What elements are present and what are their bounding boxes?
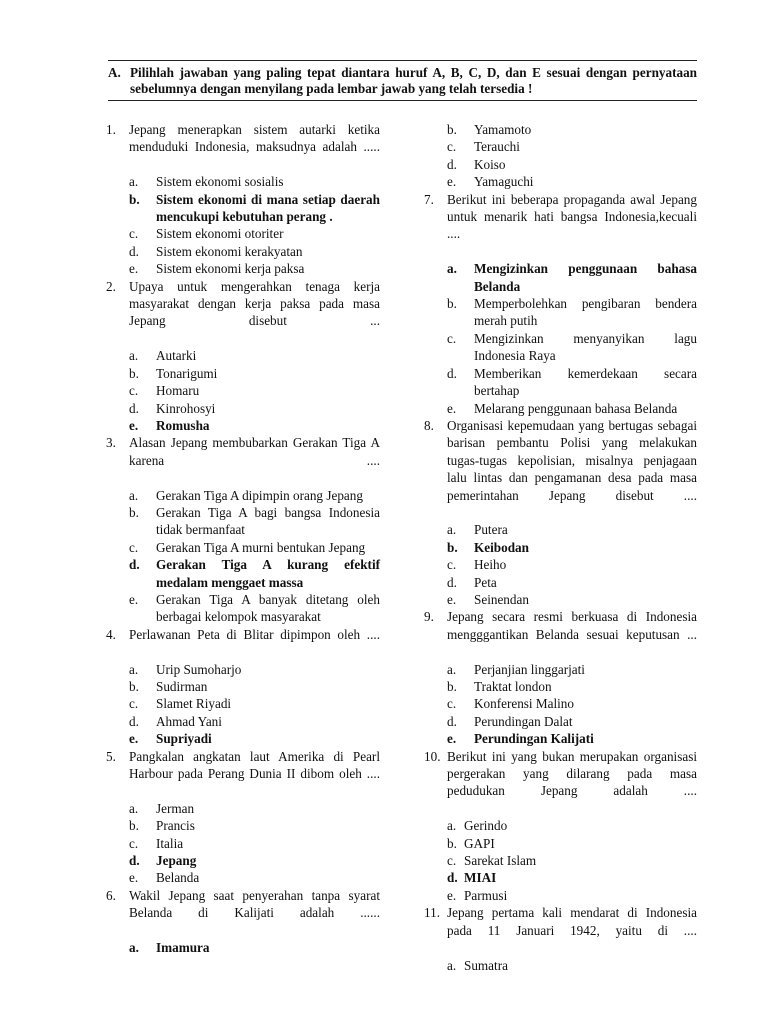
option-9e[interactable] (424, 730, 697, 747)
option-letter: b. (129, 818, 139, 834)
question-11 (424, 904, 697, 956)
option-6b[interactable] (424, 121, 697, 138)
option-text: Sudirman (156, 679, 208, 694)
option-3b[interactable] (106, 504, 380, 539)
option-text: Slamet Riyadi (156, 696, 232, 712)
option-1a[interactable] (106, 173, 380, 190)
option-letter: e. (129, 870, 139, 886)
question-text: Jepang menerapkan sistem autarki ketika menduduki Indonesia, maksudnya adalah ..... (129, 122, 380, 155)
option-text: Homaru (156, 383, 200, 399)
option-text: Ahmad Yani (156, 713, 222, 729)
option-text: Jepang (156, 853, 197, 869)
question-number: 1. (106, 122, 116, 137)
option-text: Melarang penggunaan bahasa Belanda (474, 400, 678, 416)
question-text: Berikut ini yang bukan merupakan organisasi pergerakan yang dilarang pada masa pedudukan Jepang adalah .... (447, 748, 697, 799)
question-number: 6. (106, 887, 116, 903)
question-9 (424, 608, 697, 660)
option-1b[interactable] (106, 191, 380, 226)
option-8a[interactable] (424, 521, 697, 538)
option-text: Sistem ekonomi di mana setiap daerah mencukupi kebutuhan perang . (156, 191, 380, 225)
option-text: Sistem ekonomi sosialis (156, 174, 284, 190)
question-text: Wakil Jepang saat penyerahan tanpa syarat Belanda di Kalijati adalah ...... (129, 887, 380, 921)
option-5e[interactable] (106, 869, 380, 886)
option-4a[interactable] (106, 661, 380, 678)
option-letter: c. (129, 383, 139, 399)
option-text: Gerakan Tiga A bagi bangsa Indonesia tidak bermanfaat (156, 504, 380, 538)
option-text: Putera (474, 522, 508, 538)
question-number: 2. (106, 278, 116, 294)
option-letter: c. (447, 696, 457, 712)
option-8d[interactable] (424, 574, 697, 591)
question-10 (424, 748, 697, 818)
option-letter: b. (447, 296, 457, 312)
option-letter: b. (447, 122, 457, 137)
option-text: Belanda (156, 870, 200, 886)
option-2e[interactable] (106, 417, 380, 434)
question-text: Upaya untuk mengerahkan tenaga kerja masyarakat dengan kerja paksa pada masa Jepang disebut ... (129, 278, 380, 329)
option-letter: c. (129, 226, 139, 242)
option-letter: b. (447, 679, 457, 694)
option-letter: d. (447, 713, 457, 729)
option-letter: e. (129, 591, 139, 607)
option-letter: a. (129, 174, 139, 190)
option-text: Sistem ekonomi kerakyatan (156, 243, 303, 259)
option-letter: e. (447, 591, 457, 607)
option-letter: b. (129, 679, 139, 694)
option-text: Prancis (156, 818, 195, 834)
option-text: Seinendan (474, 591, 529, 607)
option-letter: e. (129, 417, 139, 433)
option-text: Gerakan Tiga A banyak ditetang oleh berbagai kelompok masyarakat (156, 591, 380, 625)
option-letter: a. (447, 522, 457, 538)
option-6a[interactable] (106, 939, 380, 956)
option-5d[interactable] (106, 852, 380, 869)
question-number: 5. (106, 748, 116, 764)
option-5b[interactable] (106, 817, 380, 834)
option-9a[interactable] (424, 661, 697, 678)
option-text: Parmusi (464, 887, 508, 903)
left-column (106, 121, 380, 957)
option-3a[interactable] (106, 487, 380, 504)
option-text: Konferensi Malino (474, 696, 574, 712)
option-letter: e. (447, 400, 457, 416)
option-7c[interactable] (424, 330, 697, 365)
question-number: 3. (106, 435, 116, 451)
option-letter: d. (129, 243, 139, 259)
option-letter: c. (129, 835, 139, 851)
option-letter: a. (129, 661, 139, 677)
option-letter: e. (447, 887, 457, 903)
option-letter: d. (129, 853, 140, 869)
option-letter: e. (447, 174, 457, 190)
option-text: Sarekat Islam (464, 853, 537, 869)
option-text: Autarki (156, 348, 197, 364)
option-letter: c. (447, 853, 457, 869)
question-number: 4. (106, 626, 116, 642)
option-6e[interactable] (424, 173, 697, 190)
question-text: Jepang pertama kali mendarat di Indonesia pada 11 Januari 1942, yaitu di .... (447, 905, 697, 938)
question-text: Perlawanan Peta di Blitar dipimpon oleh .... (129, 626, 380, 642)
option-text: Perundingan Dalat (474, 713, 573, 729)
option-text: Tonarigumi (156, 365, 218, 381)
option-5a[interactable] (106, 800, 380, 817)
question-7 (424, 191, 697, 261)
option-text: Yamamoto (474, 122, 532, 137)
option-8b[interactable] (424, 539, 697, 556)
question-text: Jepang secara resmi berkuasa di Indonesia mengggantikan Belanda sesuai keputusan ... (447, 609, 697, 642)
option-letter: a. (447, 818, 457, 834)
option-text: Perjanjian linggarjati (474, 661, 585, 677)
question-4 (106, 626, 380, 661)
option-text: Supriyadi (156, 731, 212, 747)
option-text: Mengizinkan penggunaan bahasa Belanda (474, 261, 697, 294)
option-4c[interactable] (106, 695, 380, 712)
option-letter: b. (129, 365, 139, 381)
option-1c[interactable] (106, 225, 380, 242)
option-text: Sistem ekonomi kerja paksa (156, 261, 305, 277)
option-letter: e. (129, 731, 139, 747)
option-text: Memberikan kemerdekaan secara bertahap (474, 365, 697, 399)
option-text: Italia (156, 835, 184, 851)
option-letter: d. (447, 365, 457, 381)
question-number: 10. (424, 748, 441, 764)
option-text: Terauchi (474, 139, 520, 155)
option-text: Gerindo (464, 818, 508, 834)
option-7b[interactable] (424, 295, 697, 330)
question-number: 9. (424, 609, 434, 625)
option-text: Imamura (156, 940, 210, 956)
option-text: Peta (474, 574, 497, 590)
question-text: Berikut ini beberapa propaganda awal Jepang untuk menarik hati bangsa Indonesia,kecuali .... (447, 191, 697, 242)
option-7a[interactable] (424, 260, 697, 295)
option-letter: d. (447, 870, 458, 886)
option-8e[interactable] (424, 591, 697, 608)
option-8c[interactable] (424, 556, 697, 573)
question-number: 7. (424, 191, 434, 207)
option-letter: c. (447, 139, 457, 155)
question-6 (106, 887, 380, 939)
option-text: Heiho (474, 557, 507, 573)
option-1d[interactable] (106, 243, 380, 260)
option-10e[interactable] (424, 887, 697, 904)
question-1 (106, 121, 380, 173)
option-letter: d. (447, 156, 457, 172)
option-text: Gerakan Tiga A murni bentukan Jepang (156, 539, 366, 555)
option-text: Yamaguchi (474, 174, 534, 190)
option-text: Jerman (156, 800, 195, 816)
option-10b[interactable] (424, 835, 697, 852)
option-letter: c. (129, 696, 139, 712)
option-10d[interactable] (424, 869, 697, 886)
option-letter: a. (447, 957, 457, 973)
option-3c[interactable] (106, 539, 380, 556)
option-letter: c. (447, 557, 457, 573)
option-letter: b. (447, 539, 458, 555)
option-text: Romusha (156, 417, 210, 433)
option-letter: a. (447, 261, 457, 277)
question-text: Pangkalan angkatan laut Amerika di Pearl Harbour pada Perang Dunia II dibom oleh .... (129, 748, 380, 782)
option-text: GAPI (464, 835, 495, 851)
option-1e[interactable] (106, 260, 380, 277)
option-text: Koiso (474, 156, 506, 172)
option-text: Mengizinkan menyanyikan lagu Indonesia Raya (474, 330, 697, 364)
option-2a[interactable] (106, 347, 380, 364)
option-6c[interactable] (424, 138, 697, 155)
option-text: Sumatra (464, 957, 508, 973)
option-10a[interactable] (424, 817, 697, 834)
option-2c[interactable] (106, 382, 380, 399)
option-2b[interactable] (106, 365, 380, 382)
option-9c[interactable] (424, 695, 697, 712)
option-6d[interactable] (424, 156, 697, 173)
option-letter: d. (129, 713, 139, 729)
option-2d[interactable] (106, 400, 380, 417)
option-9b[interactable] (424, 678, 697, 695)
option-text: Kinrohosyi (156, 400, 216, 416)
option-letter: e. (129, 261, 139, 277)
option-letter: d. (129, 557, 140, 573)
option-text: Perundingan Kalijati (474, 731, 594, 747)
question-3 (106, 434, 380, 486)
option-9d[interactable] (424, 713, 697, 730)
option-7e[interactable] (424, 400, 697, 417)
option-letter: e. (447, 731, 457, 747)
option-11a[interactable] (424, 957, 697, 974)
option-letter: a. (129, 800, 139, 816)
option-4d[interactable] (106, 713, 380, 730)
option-text: MIAI (464, 870, 497, 886)
question-8 (424, 417, 697, 521)
option-letter: b. (129, 191, 140, 207)
question-number: 11. (424, 905, 440, 921)
option-letter: a. (129, 487, 139, 503)
right-column (424, 121, 697, 974)
question-number: 8. (424, 417, 434, 433)
option-4e[interactable] (106, 730, 380, 747)
option-letter: d. (129, 400, 139, 416)
option-text: Urip Sumoharjo (156, 661, 242, 677)
section-label: A. (108, 65, 121, 80)
option-text: Gerakan Tiga A kurang efektif medalam menggaet massa (156, 557, 380, 590)
option-text: Traktat london (474, 679, 552, 694)
option-3e[interactable] (106, 591, 380, 626)
option-text: Sistem ekonomi otoriter (156, 226, 284, 242)
option-10c[interactable] (424, 852, 697, 869)
option-letter: b. (129, 504, 139, 520)
question-text: Organisasi kepemudaan yang bertugas sebagai barisan pembantu Polisi yang melakukan tugas-tugas kepolisian, misalnya penjagaan lalu lintas dan pengamanan desa pada masa pemerintahan Jepang disebut .... (447, 417, 697, 503)
question-5 (106, 748, 380, 800)
question-text: Alasan Jepang membubarkan Gerakan Tiga A karena .... (129, 435, 380, 468)
option-letter: c. (447, 330, 457, 346)
option-letter: a. (129, 348, 139, 364)
option-4b[interactable] (106, 678, 380, 695)
option-7d[interactable] (424, 365, 697, 400)
option-3d[interactable] (106, 556, 380, 591)
option-letter: c. (129, 539, 139, 555)
option-letter: b. (447, 835, 457, 851)
question-2 (106, 278, 380, 348)
option-letter: a. (129, 940, 139, 956)
option-letter: a. (447, 661, 457, 677)
option-text: Keibodan (474, 539, 529, 555)
option-text: Gerakan Tiga A dipimpin orang Jepang (156, 487, 363, 503)
option-text: Memperbolehkan pengibaran bendera merah putih (474, 296, 697, 329)
option-5c[interactable] (106, 835, 380, 852)
instruction-text: Pilihlah jawaban yang paling tepat diantara huruf A, B, C, D, dan E sesuai dengan pernyataan sebelumnya dengan menyilang pada lembar jawab yang telah tersedia ! (130, 65, 697, 96)
option-letter: d. (447, 574, 457, 590)
instruction-header (108, 60, 697, 101)
